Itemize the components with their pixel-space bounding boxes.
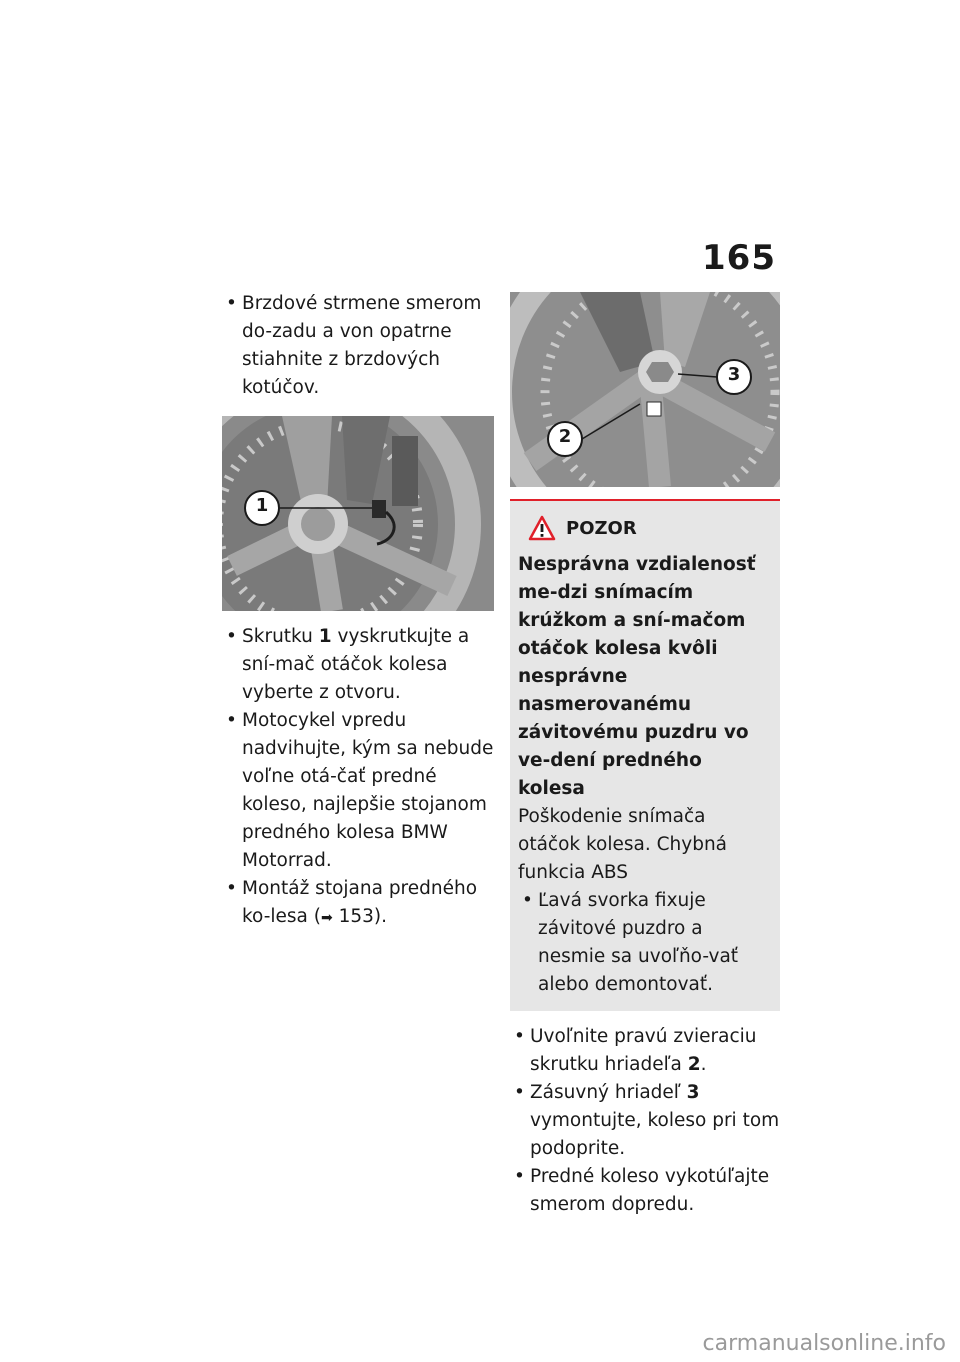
list-item: • Predné koleso vykotúľajte smerom dopredu. (510, 1163, 780, 1219)
photo-axle (510, 292, 780, 487)
left-column (222, 290, 494, 932)
caution-list-item: • Ľavá svorka fixuje závitové puzdro a nesmie sa uvoľňo-vať alebo demontovať. (518, 887, 770, 999)
axle-photo-graphic (510, 292, 780, 487)
callout-2: 2 (558, 426, 572, 447)
page-reference[interactable]: 153). (332, 906, 388, 927)
caution-consequence: Poškodenie snímača otáčok kolesa. Chybná funkcia ABS (518, 806, 728, 883)
list-item: • Skrutku 1 vyskrutkujte a sní-mač otáčok kolesa vyberte z otvoru. (222, 623, 494, 707)
caution-heading: Nesprávna vzdialenosť me-dzi snímacím krúžkom a sní-mačom otáčok kolesa kvôli nesprávne nasmerovanému závitovému puzdru vo ve-dení predného kolesa (518, 554, 756, 799)
list-item: • Uvoľnite pravú zvieraciu skrutku hriadeľa 2. (510, 1023, 780, 1079)
right-column (510, 292, 780, 1219)
arrow-right-icon: ➡ (321, 910, 333, 926)
caution-header (518, 515, 770, 541)
caution-title: POZOR (566, 517, 637, 539)
page-number: 165 (702, 238, 776, 278)
list-item: • Montáž stojana predného ko-lesa (➡ 153). (222, 875, 494, 932)
list-item: • Motocykel vpredu nadvihujte, kým sa nebude voľne otá-čať predné koleso, najlepšie stojanom predného kolesa BMW Motorrad. (222, 707, 494, 875)
callout-3: 3 (727, 364, 741, 385)
list-item: • Zásuvný hriadeľ 3 vymontujte, koleso pri tom podoprite. (510, 1079, 780, 1163)
caution-box (510, 499, 780, 1011)
steps-list (510, 1023, 780, 1219)
list-item: • Brzdové strmene smerom do-zadu a von opatrne stiahnite z brzdových kotúčov. (222, 290, 494, 402)
warning-triangle-icon (528, 515, 556, 541)
callout-1: 1 (255, 495, 269, 516)
watermark: carmanualsonline.info (702, 1331, 946, 1356)
photo-wheel-sensor (222, 416, 494, 611)
